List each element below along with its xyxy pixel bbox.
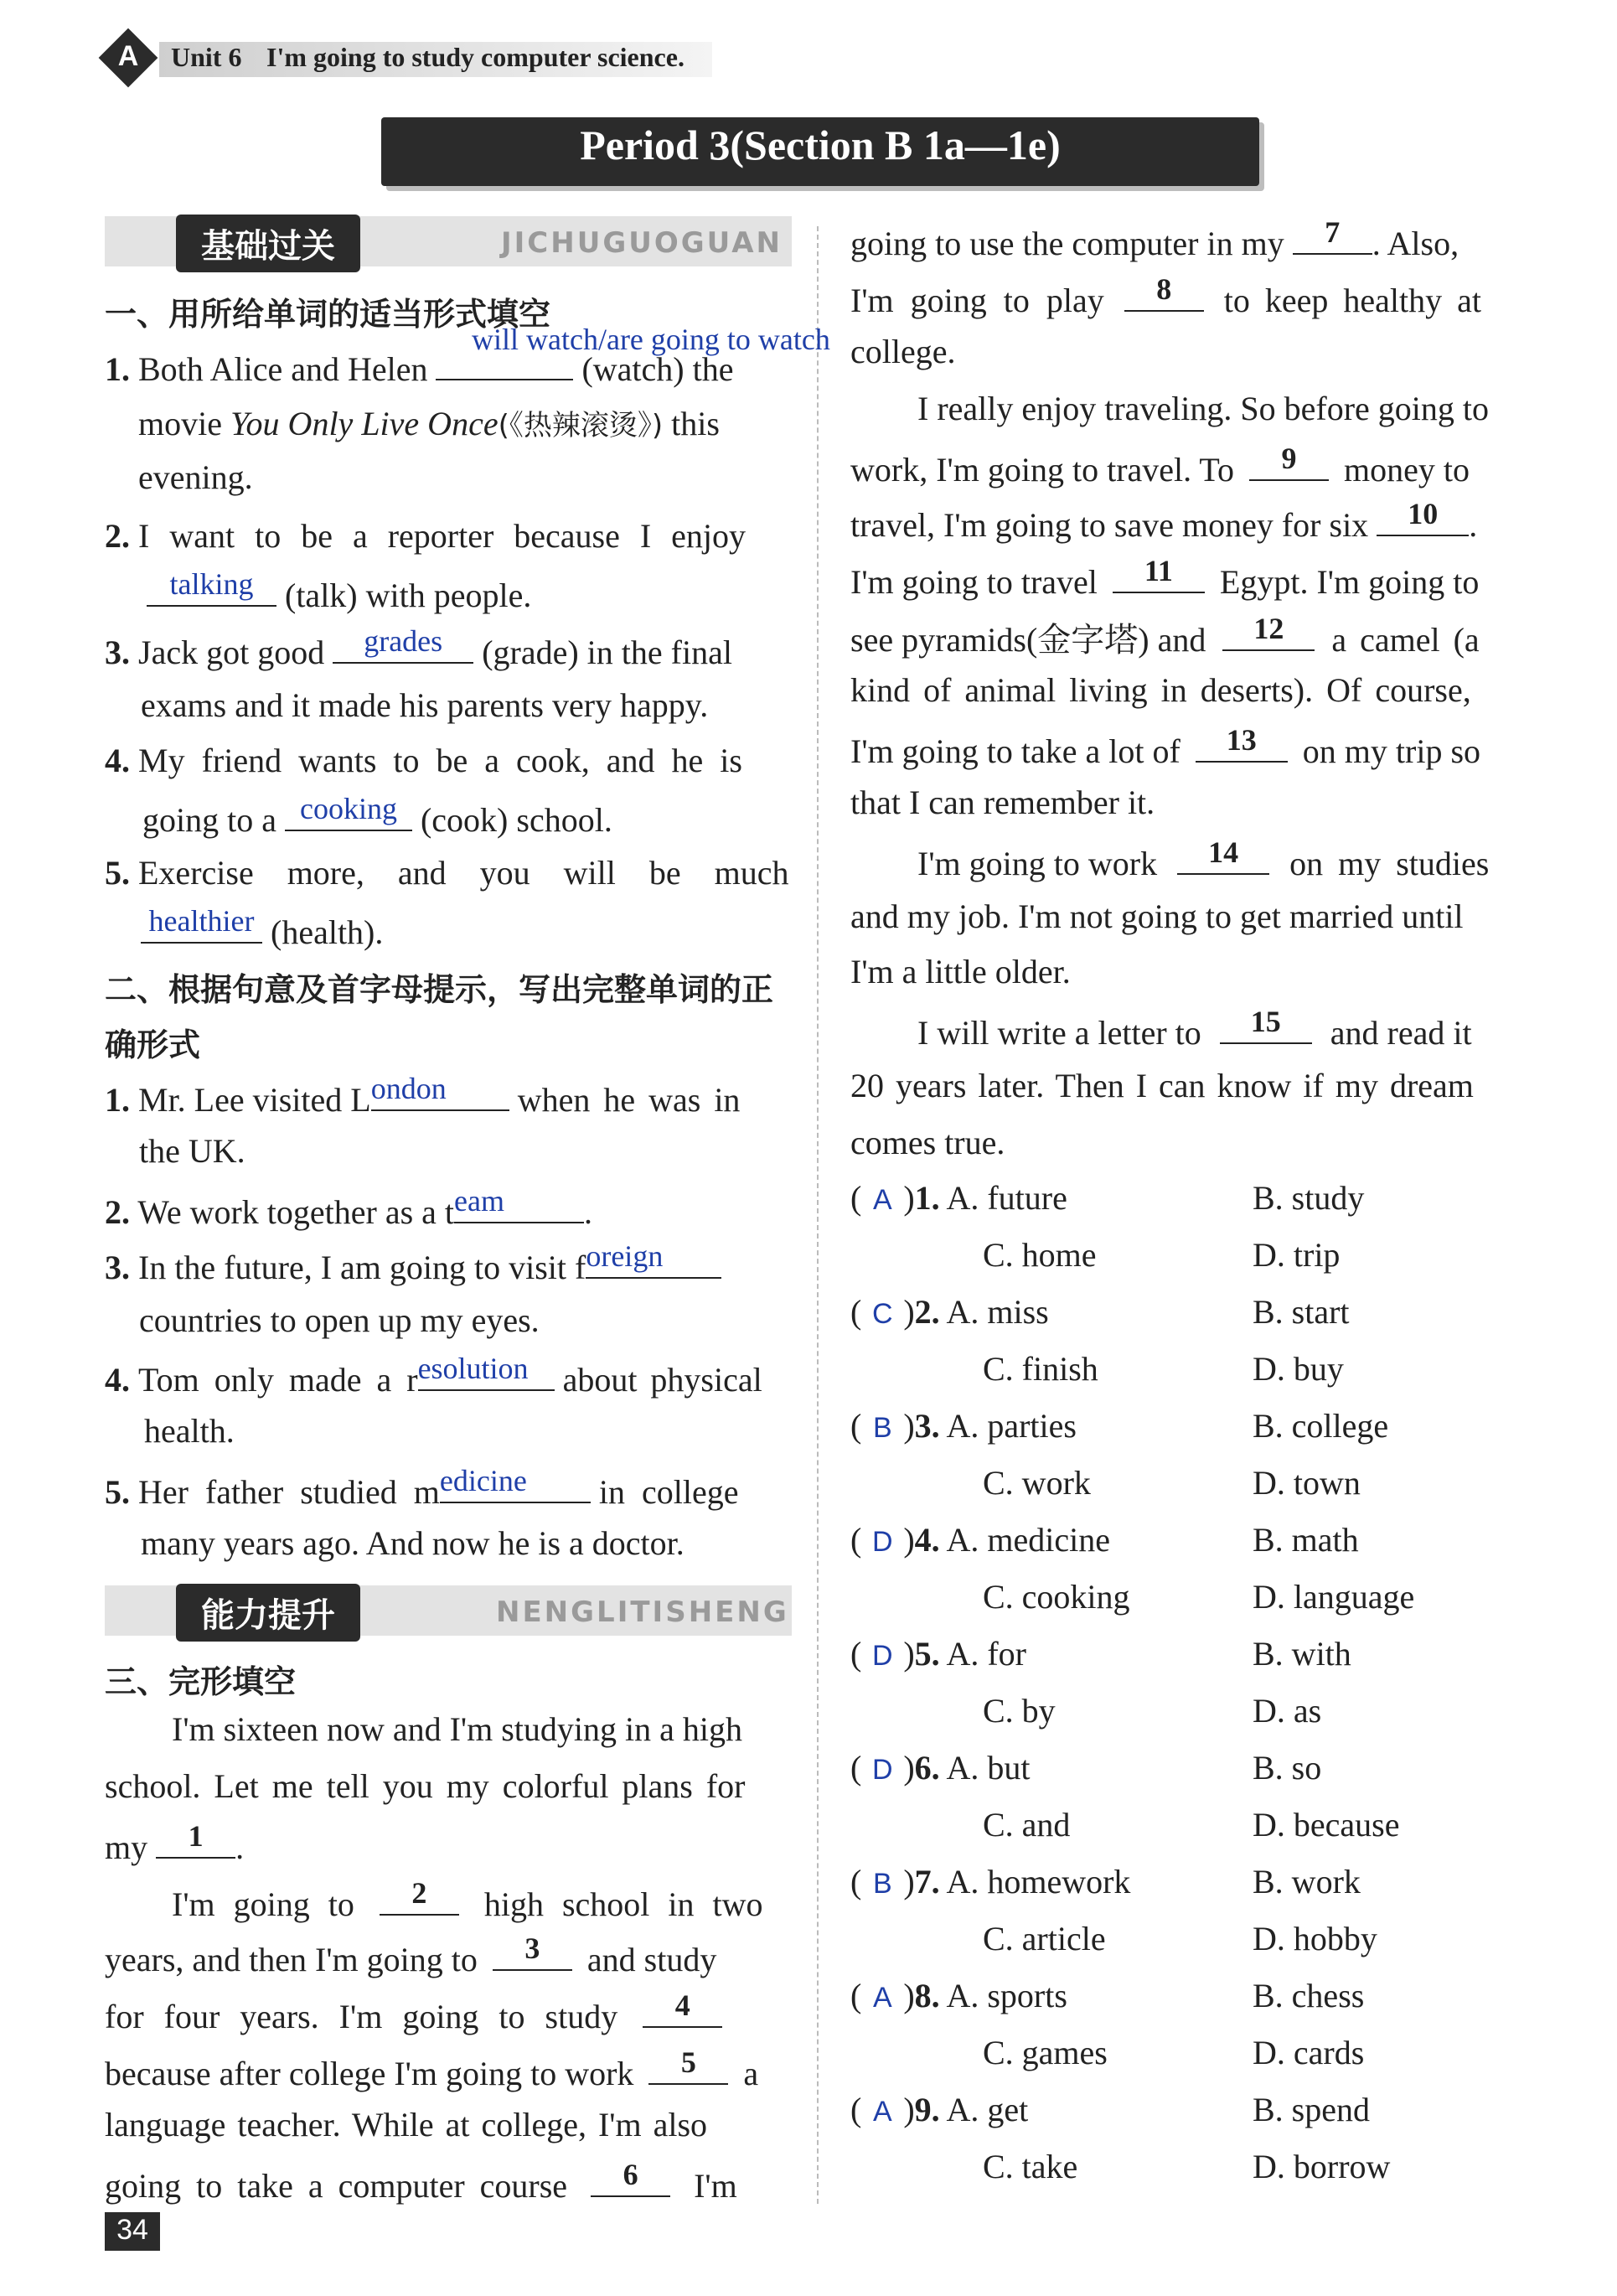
- option-c[interactable]: C. finish: [983, 1350, 1098, 1388]
- cloze-blank-6[interactable]: [591, 2158, 670, 2197]
- period-title: Period 3(Section B 1a—1e): [580, 122, 1061, 168]
- option-d[interactable]: D. trip: [1253, 1236, 1341, 1274]
- cloze-text: on my studies: [1289, 845, 1490, 882]
- cloze-blank-13[interactable]: [1196, 723, 1288, 763]
- part-a-q5-line1: [105, 853, 788, 892]
- cloze-text: . Also,: [1372, 225, 1459, 262]
- cloze-line: [850, 554, 1480, 602]
- choice-answer[interactable]: D: [872, 1754, 893, 1786]
- paren-close: ): [903, 1293, 915, 1331]
- cloze-text: see pyramids(金字塔) and: [850, 621, 1206, 659]
- cloze-text: money to: [1344, 451, 1470, 489]
- option-c[interactable]: C. take: [983, 2148, 1078, 2185]
- cloze-line: college.: [850, 333, 956, 370]
- paren-open: (: [850, 1521, 862, 1559]
- handwritten-answer: esolution: [417, 1352, 529, 1385]
- paren-open: (: [850, 1635, 862, 1673]
- choice-item: [850, 1292, 1049, 1332]
- cloze-text: high school in two: [483, 1885, 763, 1923]
- q-text: Her father studied m: [138, 1473, 440, 1511]
- choice-number: 9.: [914, 2091, 940, 2128]
- part-a-q4-line1: [105, 741, 742, 780]
- choice-number: 2.: [914, 1293, 940, 1331]
- part-b-q1-line1: [105, 1072, 741, 1120]
- part-b-q4-line1: [105, 1352, 762, 1399]
- cloze-blank-1[interactable]: [156, 1819, 235, 1859]
- cloze-blank-8[interactable]: [1124, 272, 1204, 312]
- q-text: (watch) the: [581, 350, 734, 388]
- q-number: 4.: [105, 742, 130, 779]
- paren-close: ): [903, 1749, 915, 1787]
- cloze-blank-14[interactable]: [1177, 835, 1269, 875]
- handwritten-answer: oreign: [586, 1239, 664, 1273]
- blank-number: 13: [1226, 723, 1257, 757]
- cloze-text: Egypt. I'm going to: [1219, 563, 1480, 601]
- option-c[interactable]: C. by: [983, 1692, 1056, 1730]
- part-a-q2-line2: [147, 567, 532, 615]
- option-a[interactable]: A. sports: [946, 1977, 1067, 2014]
- cloze-text: I'm going to work: [917, 845, 1158, 882]
- answer-blank[interactable]: [370, 1072, 509, 1111]
- choice-answer[interactable]: A: [872, 1184, 892, 1216]
- option-b[interactable]: B. so: [1253, 1749, 1322, 1787]
- choice-answer[interactable]: A: [872, 1982, 892, 2014]
- cloze-blank-5[interactable]: [648, 2045, 728, 2085]
- cloze-text: work, I'm going to travel. To: [850, 451, 1235, 489]
- option-b[interactable]: B. start: [1253, 1293, 1350, 1331]
- handwritten-answer: will watch/are going to watch: [472, 323, 830, 356]
- cloze-line: that I can remember it.: [850, 783, 1155, 821]
- part-b-q5-line2: many years ago. And now he is a doctor.: [141, 1524, 685, 1562]
- part-b-q3-line1: [105, 1239, 721, 1287]
- q-text: (grade) in the final: [482, 633, 732, 671]
- column-divider: [817, 226, 819, 2204]
- part-a-q1-line3: evening.: [138, 458, 253, 496]
- blank-number: 9: [1281, 442, 1297, 475]
- option-d[interactable]: D. town: [1253, 1464, 1361, 1502]
- cloze-blank-12[interactable]: [1222, 612, 1315, 651]
- cloze-text: a camel (a: [1331, 621, 1480, 659]
- cloze-text: I'm going to travel: [850, 563, 1098, 601]
- cloze-line: [105, 2158, 737, 2206]
- choice-number: 3.: [914, 1407, 940, 1445]
- option-c[interactable]: C. cooking: [983, 1578, 1130, 1616]
- q-number: 3.: [105, 1249, 130, 1286]
- q-number: 4.: [105, 1361, 130, 1399]
- blank-number: 8: [1156, 272, 1172, 306]
- option-d[interactable]: D. buy: [1253, 1350, 1344, 1388]
- option-a[interactable]: A. homework: [946, 1863, 1131, 1900]
- q-text: (talk) with people.: [285, 577, 532, 614]
- cloze-line: I really enjoy traveling. So before going to: [917, 390, 1490, 427]
- handwritten-answer: eam: [454, 1184, 505, 1218]
- part-b-q5-line1: [105, 1464, 739, 1512]
- choice-item: [850, 1520, 1110, 1559]
- cloze-blank-3[interactable]: [493, 1931, 572, 1971]
- q-text: in college: [598, 1473, 739, 1511]
- option-c[interactable]: C. work: [983, 1464, 1091, 1502]
- option-a[interactable]: A. parties: [946, 1407, 1077, 1445]
- cloze-line: [850, 215, 1459, 263]
- cloze-text: my: [105, 1828, 148, 1866]
- q-text: Both Alice and Helen: [138, 350, 428, 388]
- option-a[interactable]: A. get: [946, 2091, 1029, 2128]
- part-a-title: 一、用所给单词的适当形式填空: [105, 296, 551, 333]
- cloze-text: I'm going to: [172, 1885, 354, 1923]
- cloze-line: [105, 2045, 759, 2093]
- q-text: .: [584, 1193, 593, 1231]
- cloze-line: I'm a little older.: [850, 953, 1071, 990]
- cloze-line: [850, 497, 1478, 545]
- cloze-line: [850, 272, 1481, 320]
- cloze-blank-7[interactable]: [1293, 215, 1372, 255]
- cloze-text: because after college I'm going to work: [105, 2055, 634, 2092]
- q-number: 5.: [105, 1473, 130, 1511]
- answer-blank[interactable]: [586, 1239, 721, 1279]
- q-text: about physical: [562, 1361, 762, 1399]
- cloze-blank-15[interactable]: [1220, 1005, 1312, 1044]
- q-number: 2.: [105, 517, 130, 555]
- choice-item: [850, 1748, 1030, 1787]
- blank-number: 15: [1250, 1005, 1281, 1038]
- paren-close: ): [903, 1407, 915, 1445]
- option-d[interactable]: D. hobby: [1253, 1920, 1377, 1957]
- choice-answer[interactable]: B: [872, 1412, 892, 1444]
- option-b[interactable]: B. college: [1253, 1407, 1389, 1445]
- option-b[interactable]: B. study: [1253, 1179, 1365, 1217]
- cloze-line: comes true.: [850, 1124, 1005, 1161]
- cloze-text: and read it: [1330, 1014, 1472, 1052]
- cloze-blank-11[interactable]: [1113, 554, 1205, 593]
- option-b[interactable]: B. with: [1253, 1635, 1351, 1673]
- option-d[interactable]: D. borrow: [1253, 2148, 1391, 2185]
- choice-number: 7.: [914, 1863, 940, 1900]
- film-title: You Only Live Once: [230, 405, 499, 442]
- q-text: going to a: [142, 801, 276, 839]
- answer-blank[interactable]: [333, 624, 473, 664]
- blank-number: 11: [1144, 554, 1173, 587]
- choice-answer[interactable]: D: [872, 1640, 893, 1672]
- paren-close: ): [903, 1635, 915, 1673]
- cloze-text: and study: [586, 1941, 717, 1978]
- cloze-text: I will write a letter to: [917, 1014, 1201, 1052]
- paren-open: (: [850, 1293, 862, 1331]
- unit-title: I'm going to study computer science.: [266, 42, 685, 72]
- q-text: (cook) school.: [420, 801, 612, 839]
- cloze-line: and my job. I'm not going to get married until: [850, 897, 1464, 935]
- option-c[interactable]: C. home: [983, 1236, 1097, 1274]
- cloze-line: [105, 1931, 717, 1979]
- q-text: Tom only made a r: [138, 1361, 418, 1399]
- part-a-q2-line1: [105, 516, 746, 556]
- cloze-text: on my trip so: [1302, 732, 1481, 770]
- q-text: movie: [138, 405, 222, 442]
- paren-open: (: [850, 1863, 862, 1900]
- answer-blank[interactable]: [141, 904, 262, 944]
- q-text: We work together as a t: [137, 1193, 455, 1231]
- cloze-text: going to take a computer course: [105, 2167, 568, 2205]
- cloze-line: I'm sixteen now and I'm studying in a high: [172, 1710, 742, 1748]
- handwritten-answer: grades: [364, 624, 443, 658]
- q-number: 1.: [105, 350, 130, 388]
- answer-blank[interactable]: [439, 1464, 591, 1503]
- choice-answer[interactable]: C: [872, 1298, 893, 1330]
- part-a-q1-line2: [138, 402, 720, 443]
- cloze-text: years, and then I'm going to: [105, 1941, 478, 1978]
- cloze-blank-9[interactable]: [1249, 442, 1329, 481]
- paren-open: (: [850, 1179, 862, 1217]
- choice-item: [850, 1976, 1067, 2015]
- q-text: (health).: [271, 913, 384, 951]
- blank-number: 14: [1208, 835, 1239, 869]
- blank-number: 2: [411, 1876, 427, 1910]
- part-a-q4-line2: [142, 792, 612, 840]
- choice-number: 8.: [914, 1977, 940, 2014]
- cloze-text: I'm going to play: [850, 282, 1104, 319]
- blank-number: 3: [524, 1931, 540, 1965]
- q-number: 1.: [105, 1081, 130, 1119]
- paren-open: (: [850, 2091, 862, 2128]
- part-c-title: 三、完形填空: [105, 1663, 297, 1700]
- choice-answer[interactable]: A: [872, 2096, 892, 2128]
- option-a[interactable]: A. for: [946, 1635, 1026, 1673]
- part-b-q3-line2: countries to open up my eyes.: [139, 1301, 540, 1339]
- choice-number: 6.: [914, 1749, 940, 1787]
- q-text: this: [671, 405, 720, 442]
- handwritten-answer: edicine: [439, 1464, 527, 1497]
- option-b[interactable]: B. math: [1253, 1521, 1359, 1559]
- q-number: 2.: [105, 1193, 130, 1231]
- section-pinyin-advanced: NENGLITISHENG: [496, 1595, 789, 1629]
- paren-close: ): [903, 1977, 915, 2014]
- part-a-q3-line2: exams and it made his parents very happy.: [141, 686, 709, 724]
- choice-answer[interactable]: D: [872, 1526, 893, 1558]
- q-text: Mr. Lee visited L: [138, 1081, 371, 1119]
- blank-number: 6: [623, 2158, 638, 2191]
- blank-number: 12: [1253, 612, 1284, 645]
- cloze-line: [850, 613, 1480, 661]
- option-a[interactable]: A. but: [946, 1749, 1031, 1787]
- handwritten-answer: cooking: [299, 792, 397, 825]
- cloze-line: language teacher. While at college, I'm also: [105, 2106, 708, 2143]
- choice-number: 5.: [914, 1635, 940, 1673]
- page-number: 34: [116, 2214, 148, 2246]
- cloze-line: [105, 1988, 722, 2036]
- part-a-q5-line2: [141, 904, 384, 952]
- answer-blank[interactable]: [147, 567, 276, 607]
- paren-open: (: [850, 1749, 862, 1787]
- paren-close: ): [903, 1521, 915, 1559]
- paren-close: ): [903, 1863, 915, 1900]
- option-c[interactable]: C. and: [983, 1806, 1071, 1844]
- q-number: 5.: [105, 854, 130, 892]
- part-a-q3-line1: [105, 624, 732, 672]
- cloze-blank-10[interactable]: [1377, 497, 1469, 536]
- blank-number: 1: [188, 1819, 204, 1853]
- section-badge-basic: 基础过关: [176, 215, 360, 272]
- section-pinyin-basic: JICHUGUOGUAN: [501, 226, 783, 260]
- part-b-title-line2: 确形式: [105, 1026, 201, 1063]
- cloze-text: a: [743, 2055, 759, 2092]
- option-d[interactable]: D. because: [1253, 1806, 1400, 1844]
- q-text: Exercise more, and you will be much: [138, 854, 789, 892]
- option-c[interactable]: C. article: [983, 1920, 1106, 1957]
- answer-blank[interactable]: [454, 1184, 584, 1223]
- cloze-text: to keep healthy at: [1223, 282, 1481, 319]
- part-b-q4-line2: health.: [144, 1412, 235, 1450]
- unit-label: Unit 6: [171, 42, 242, 72]
- blank-number: 5: [680, 2045, 696, 2079]
- cloze-line: [850, 723, 1481, 771]
- choice-number: 1.: [914, 1179, 940, 1217]
- section-badge-advanced: 能力提升: [176, 1584, 360, 1642]
- film-title-cn: (《热辣滚烫》): [498, 409, 664, 442]
- option-a[interactable]: A. medicine: [946, 1521, 1110, 1559]
- option-b[interactable]: B. work: [1253, 1863, 1361, 1900]
- cloze-text: for four years. I'm going to study: [105, 1998, 618, 2035]
- cloze-text: I'm: [694, 2167, 737, 2205]
- q-number: 3.: [105, 633, 130, 671]
- handwritten-answer: ondon: [370, 1072, 447, 1105]
- choice-item: [850, 1406, 1077, 1445]
- answer-blank[interactable]: [285, 792, 412, 831]
- cloze-text: travel, I'm going to save money for six: [850, 506, 1369, 544]
- paren-close: ): [903, 1179, 915, 1217]
- paren-close: ): [903, 2091, 915, 2128]
- q-text: when he was in: [517, 1081, 741, 1119]
- option-b[interactable]: B. chess: [1253, 1977, 1365, 2014]
- part-b-title-line1: 二、根据句意及首字母提示，写出完整单词的正: [105, 971, 774, 1008]
- q-text: Jack got good: [138, 633, 325, 671]
- option-d[interactable]: D. language: [1253, 1578, 1415, 1616]
- option-d[interactable]: D. cards: [1253, 2034, 1365, 2071]
- cloze-text: .: [1469, 506, 1478, 544]
- handwritten-answer: healthier: [148, 904, 255, 938]
- cloze-line: my 1 .: [105, 1819, 245, 1866]
- cloze-text: going to use the computer in my: [850, 225, 1284, 262]
- cloze-line: [172, 1876, 763, 1924]
- choice-item: [850, 1634, 1026, 1673]
- choice-item: [850, 2090, 1028, 2129]
- paren-open: (: [850, 1407, 862, 1445]
- cloze-line: school. Let me tell you my colorful plans for: [105, 1767, 746, 1805]
- blank-number: 10: [1408, 497, 1439, 530]
- unit-badge-letter: A: [117, 40, 139, 72]
- q-text: My friend wants to be a cook, and he is: [138, 742, 742, 779]
- paren-open: (: [850, 1977, 862, 2014]
- cloze-line: 20 years later. Then I can know if my dream: [850, 1067, 1474, 1104]
- cloze-blank-4[interactable]: [643, 1988, 722, 2028]
- option-b[interactable]: B. spend: [1253, 2091, 1370, 2128]
- option-d[interactable]: D. as: [1253, 1692, 1322, 1730]
- option-a[interactable]: A. future: [946, 1179, 1067, 1217]
- cloze-line: [917, 1005, 1472, 1052]
- cloze-line: [917, 835, 1490, 883]
- blank-number: 4: [674, 1988, 690, 2022]
- answer-blank[interactable]: [417, 1352, 555, 1391]
- choice-answer[interactable]: B: [872, 1868, 892, 1900]
- choice-number: 4.: [914, 1521, 940, 1559]
- part-b-q2-line1: [105, 1184, 593, 1232]
- option-a[interactable]: A. miss: [946, 1293, 1049, 1331]
- cloze-blank-2[interactable]: [380, 1876, 459, 1916]
- cloze-text: I'm going to take a lot of: [850, 732, 1180, 770]
- q-text: In the future, I am going to visit f: [138, 1249, 586, 1286]
- choice-item: [850, 1178, 1067, 1218]
- option-c[interactable]: C. games: [983, 2034, 1108, 2071]
- cloze-line: kind of animal living in deserts). Of course,: [850, 671, 1471, 709]
- blank-number: 7: [1325, 215, 1341, 249]
- cloze-line: [850, 442, 1470, 489]
- choice-item: [850, 1862, 1130, 1901]
- q-text: I want to be a reporter because I enjoy: [138, 517, 747, 555]
- handwritten-answer: talking: [169, 567, 254, 601]
- part-b-q1-line2: the UK.: [139, 1132, 245, 1170]
